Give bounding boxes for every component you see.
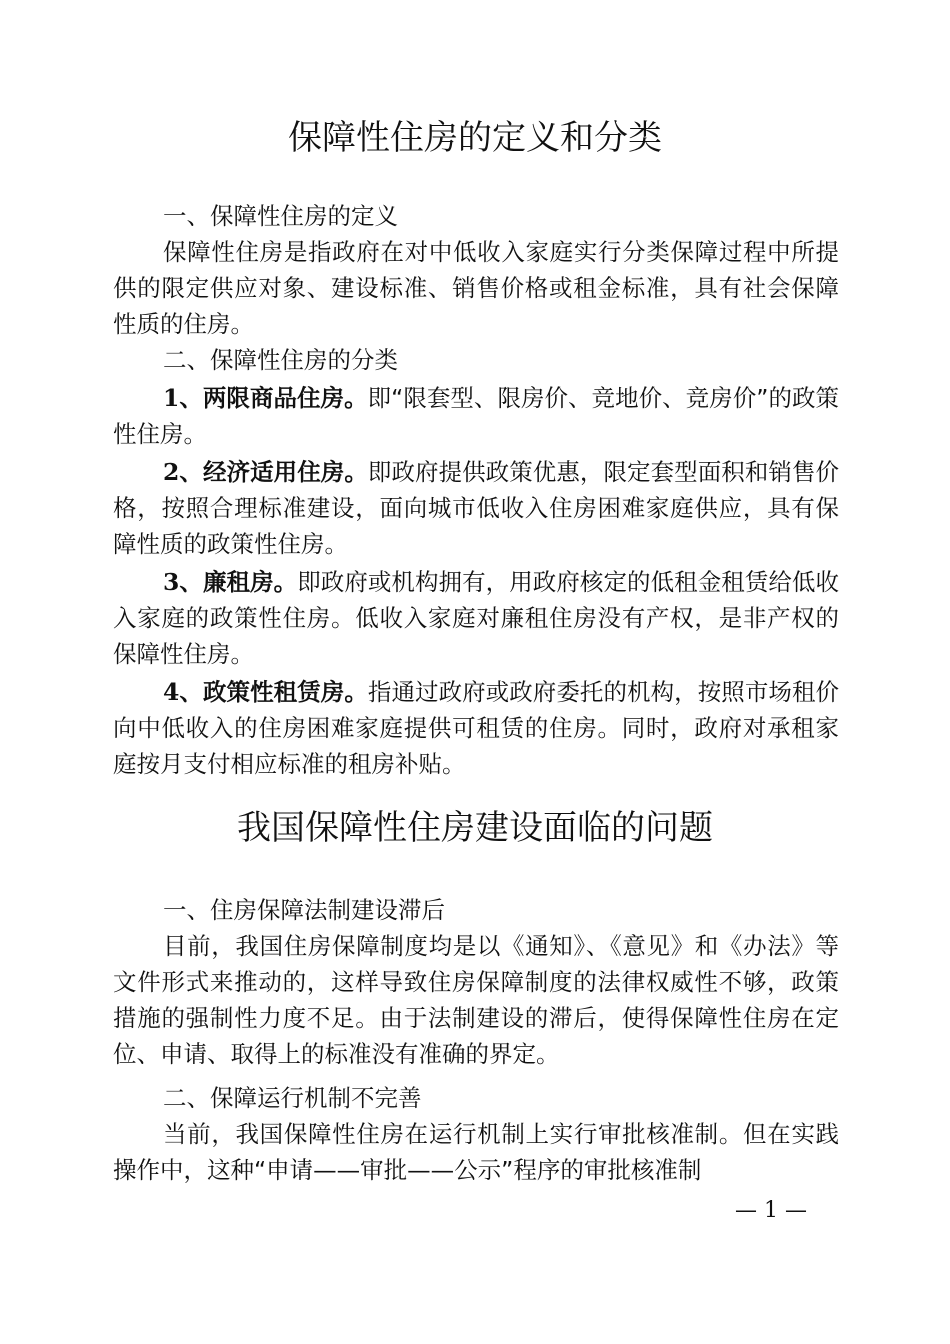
section-title-problems: 我国保障性住房建设面临的问题: [237, 808, 713, 848]
heading-classification: 二、保障性住房的分类: [163, 346, 398, 374]
item-text: 即政府或机构拥有，用政府核定的低租金租赁给低收入家庭的政策性住房。低收入家庭对廉租住房没有产权，是非产权的保障性住房。: [113, 568, 839, 668]
paragraph-legal: 目前，我国住房保障制度均是以《通知》、《意见》和《办法》等文件形式来推动的，这样导致住房保障制度的法律权威性不够，政策措施的强制性力度不足。由于法制建设的滞后，使得保障性住房在定位、申请、取得上的标准没有准确的界定。: [113, 932, 839, 1068]
item-term: 经济适用住房。: [202, 458, 368, 486]
heading-legal: 一、住房保障法制建设滞后: [163, 896, 445, 924]
paragraph-definition: 保障性住房是指政府在对中低收入家庭实行分类保障过程中所提供的限定供应对象、建设标准、销售价格或租金标准，具有社会保障性质的住房。: [113, 238, 839, 338]
item-number: 2、: [163, 458, 203, 486]
heading-definition: 一、保障性住房的定义: [163, 202, 398, 230]
section-title-definition: 保障性住房的定义和分类: [288, 118, 662, 158]
classification-item-1: [113, 380, 839, 452]
classification-item-3: [113, 564, 839, 672]
classification-item-2: [113, 454, 839, 562]
section-problems-body-1: [113, 892, 839, 1072]
item-text: 指通过政府或政府委托的机构，按照市场租价向中低收入的住房困难家庭提供可租赁的住房。同时，政府对承租家庭按月支付相应标准的租房补贴。: [113, 678, 840, 778]
item-term: 两限商品住房。: [202, 384, 368, 412]
item-number: 4、: [163, 678, 203, 706]
item-term: 廉租房。: [202, 568, 298, 596]
page-number: — 1 —: [735, 1198, 807, 1223]
section-problems-body-2: [113, 1080, 839, 1188]
classification-item-4: [113, 674, 839, 782]
item-term: 政策性租赁房。: [202, 678, 368, 706]
item-text: 即“限套型、限房价、竞地价、竞房价”的政策性住房。: [113, 384, 839, 448]
item-number: 1、: [163, 384, 203, 412]
section-definition-body: [113, 198, 839, 378]
paragraph-mechanism: 当前，我国保障性住房在运行机制上实行审批核准制。但在实践操作中，这种“申请——审批——公示”程序的审批核准制: [113, 1120, 839, 1184]
heading-mechanism: 二、保障运行机制不完善: [163, 1084, 422, 1112]
item-text: 即政府提供政策优惠，限定套型面积和销售价格，按照合理标准建设，面向城市低收入住房困难家庭供应，具有保障性质的政策性住房。: [113, 458, 840, 558]
item-number: 3、: [163, 568, 203, 596]
